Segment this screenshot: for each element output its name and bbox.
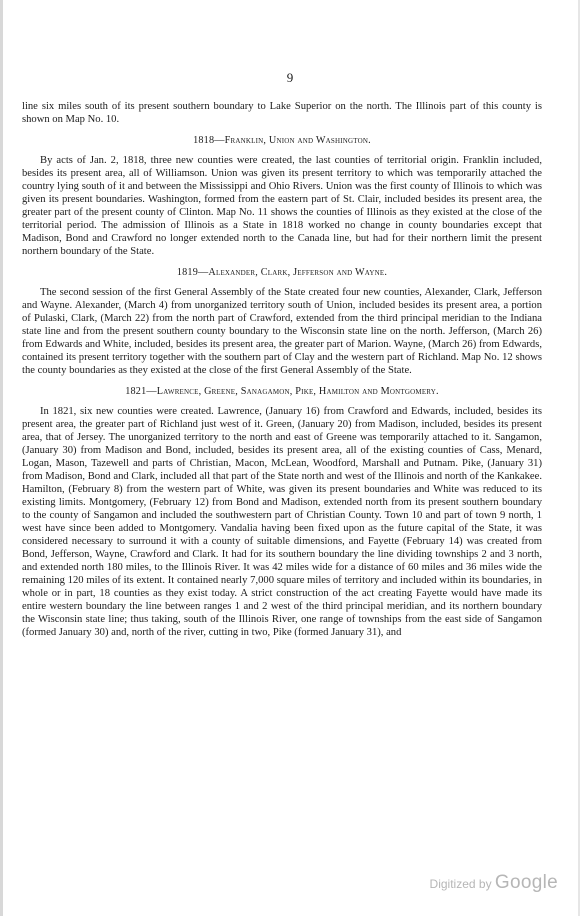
section-paragraph-1819: The second session of the first General Assembly of the State created four new counties, Alexander, Clark, Jefferson and Wayne. Alexander, (March 4) from unorganized territory south of Union, included besides its present area, a portion of Pulaski, Clark, (March 22) from the north part of Crawford, extended from the third principal meridian to the Indiana state line and from the present southern county boundary to the Wisconsin state line on the north. Jefferson, (March 26) from Edwards and White, included, besides its present area, the greater part of Marion. Wayne, (March 26) from Edwards, contained its present territory together with the southern part of Clay and the western part of Richland. Map No. 12 shows the county boundaries as they existed at the close of the first General Assembly of the State. xyxy=(22,287,542,376)
section-heading-1819 xyxy=(22,266,542,279)
page-number: 9 xyxy=(286,70,294,85)
section-heading-1818 xyxy=(22,134,542,147)
scan-edge-left xyxy=(0,0,3,916)
heading-year: 1821— xyxy=(125,386,157,397)
watermark-brand: Google xyxy=(494,872,558,893)
section-heading-1821 xyxy=(22,385,542,398)
page-body xyxy=(22,100,542,639)
section-paragraph-1821: In 1821, six new counties were created. Lawrence, (January 16) from Crawford and Edwards, included, besides its present area, the greater part of Richland just west of it. Green, (January 20) from Madison, included, besides its present area, that of Jersey. The unorganized territory to the north and east of Greene was temporarily attached to it. Sangamon, (January 30) from Madison and Bond, included, besides its present area, all of the existing counties of Cass, Menard, Logan, Mason, Tazewell and parts of Christian, Macon, McLean, Woodford, Marshall and Putnam. Pike, (January 31) from Madison, Bond and Clark, included all that part of the State north and west of the Illinois and north of the Kankakee. Hamilton, (February 8) from the western part of White, was given its present boundaries and White was reduced to its existing limits. Montgomery, (February 12) from Bond and Madison, extended north from its present southern boundary to the county of Sangamon and included the southwestern part of Christian County. Town 10 and part of town 9 north, 1 west have since been added to Montgomery. Vandalia having been fixed upon as the future capital of the State, it was considered necessary to surround it with a county of suitable dimensions, and Fayette (February 14) was created from Bond, Jefferson, Wayne, Crawford and Clark. It had for its southern boundary the line dividing townships 2 and 3 north, and extended north 180 miles, to the Illinois River. It was 42 miles wide for a distance of 60 miles and 36 miles wide the remaining 120 miles of its extent. It contained nearly 7,000 square miles of territory and included within its boundaries, in whole or in part, 18 counties as they exist today. A strict construction of the act creating Fayette would have made its entire western boundary the line between ranges 1 and 2 west of the third principal meridian, and its northern boundary the Wisconsin state line; thus taking, south of the Illinois River, one range of townships from the east side of Sangamon (formed January 30) and, north of the river, cutting in two, Pike (formed January 31), and xyxy=(22,406,542,638)
opening-paragraph: line six miles south of its present southern boundary to Lake Superior on the north. The Illinois part of this county is shown on Map No. 10. xyxy=(22,101,542,125)
digitized-by-google-watermark xyxy=(430,872,558,894)
heading-names: Franklin, Union and Washington. xyxy=(224,135,371,146)
section-paragraph-1818: By acts of Jan. 2, 1818, three new counties were created, the last counties of territorial origin. Franklin included, besides its present area, all of Williamson. Union was given its present territory to which was temporarily attached the country lying south of it and between the Mississippi and Ohio Rivers. Union was the first county of Illinois to which was given its present boundaries. Washington, formed from the eastern part of St. Clair, included besides its present area, the greater part of the present county of Clinton. Map No. 11 shows the counties of Illinois as they existed at the close of the territorial period. The admission of Illinois as a State in 1818 worked no change in county boundaries except that Madison, Bond and Crawford no longer extended north to the Canada line, but had for their northern limit the present northern boundary of the State. xyxy=(22,155,542,257)
heading-names: Lawrence, Greene, Sanagamon, Pike, Hamilton and Montgomery. xyxy=(156,386,439,397)
heading-year: 1818— xyxy=(193,135,225,146)
heading-year: 1819— xyxy=(176,267,209,278)
heading-names: Alexander, Clark, Jefferson and Wayne. xyxy=(208,267,388,278)
watermark-prefix: Digitized by xyxy=(429,877,492,891)
